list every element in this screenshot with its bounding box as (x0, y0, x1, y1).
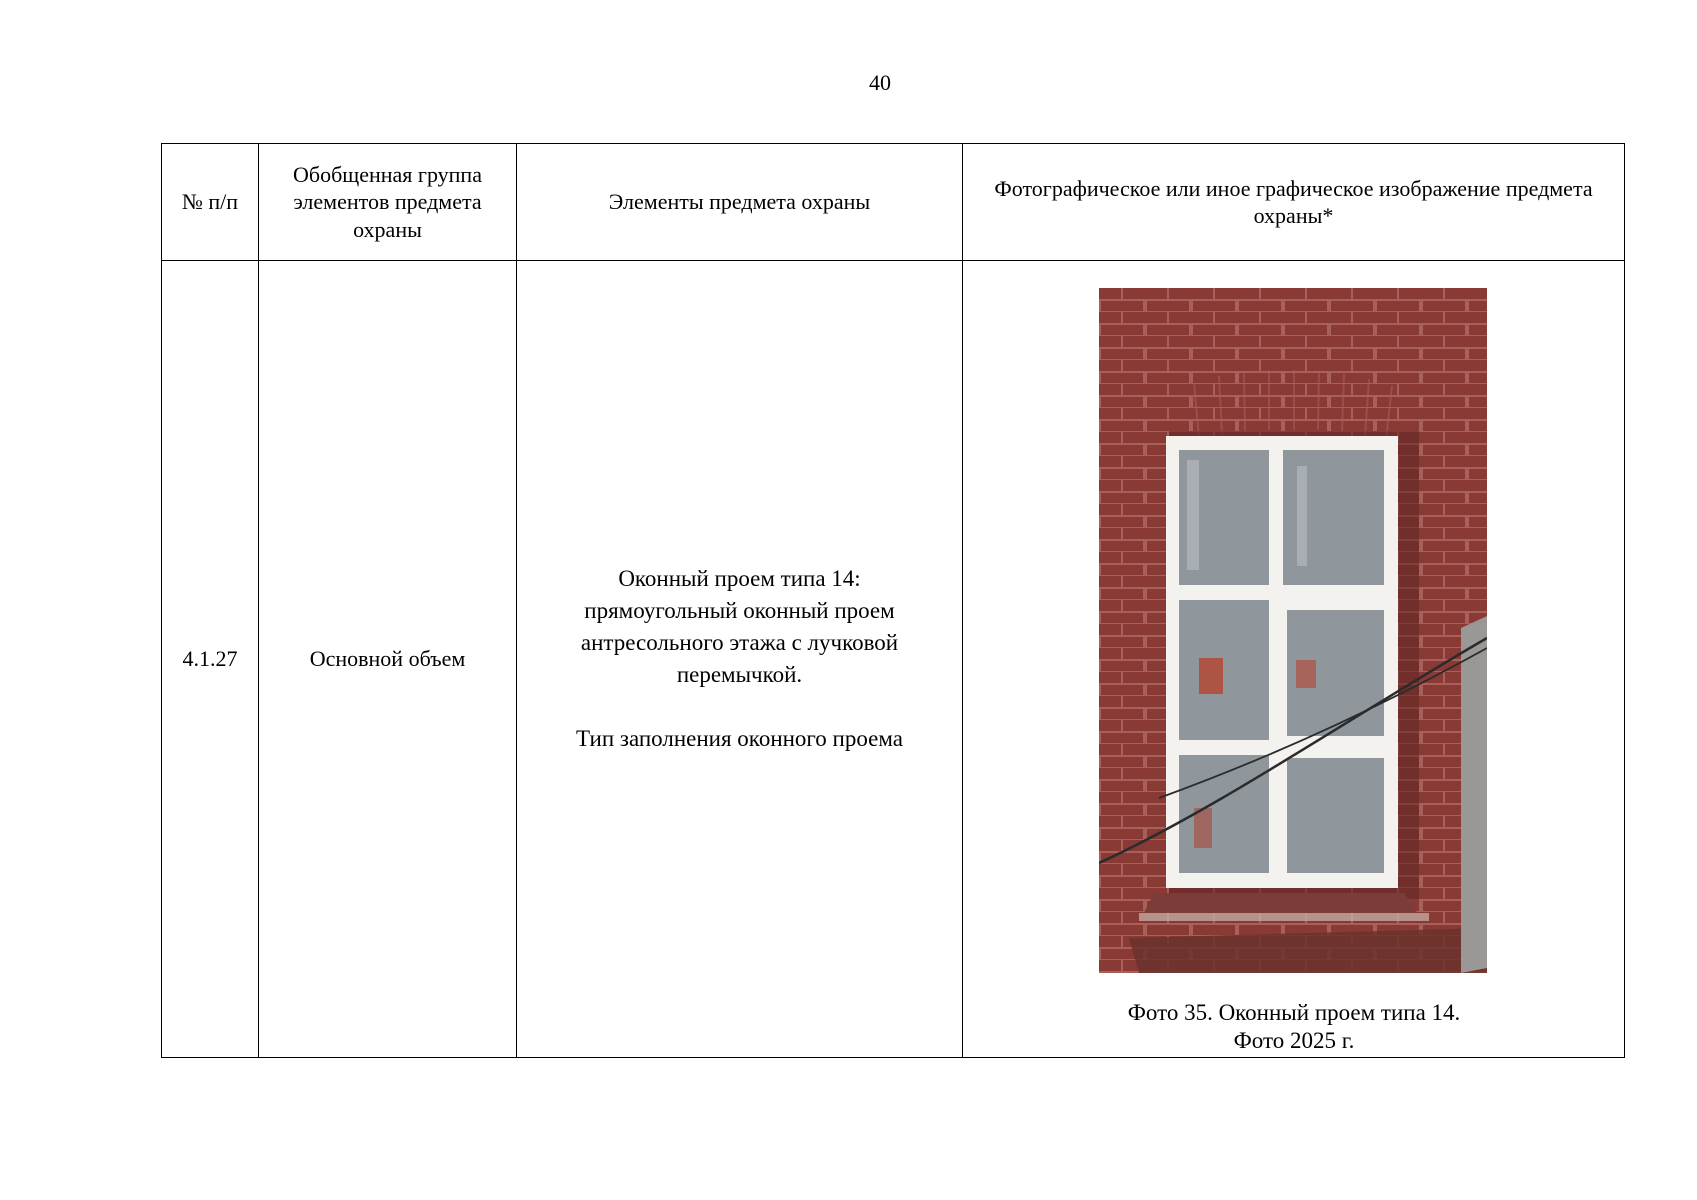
window-photo-image (1099, 288, 1487, 973)
photo-caption (963, 999, 1625, 1055)
elements-description (525, 563, 954, 755)
window-frame (1166, 436, 1398, 888)
row-elements (517, 261, 963, 1058)
elements-line: прямоугольный оконный проем (584, 598, 895, 623)
header-photo: Фотографическое или иное графическое изображение предмета охраны* (963, 144, 1625, 261)
paragraph-spacer (525, 691, 954, 723)
photo-caption-year: Фото 2025 г. (1233, 1028, 1355, 1053)
sill-edge (1139, 913, 1429, 921)
window-photo (1099, 288, 1487, 973)
row-photo (963, 261, 1625, 1058)
window-sill (1144, 893, 1417, 913)
drainpipe (1461, 616, 1487, 973)
header-elements: Элементы предмета охраны (517, 144, 963, 261)
elements-fill-type: Тип заполнения оконного проема (576, 726, 903, 751)
photo-caption-title: Фото 35. Оконный проем типа 14. (1127, 1000, 1461, 1025)
table-row (162, 261, 1625, 1058)
elements-line: перемычкой. (676, 662, 803, 687)
header-number: № п/п (162, 144, 259, 261)
page-number: 40 (869, 70, 891, 95)
table-header-row (162, 144, 1625, 261)
header-group: Обобщенная группа элементов предмета охраны (259, 144, 517, 261)
row-number: 4.1.27 (162, 261, 259, 1058)
elements-line: антресольного этажа с лучковой (580, 630, 899, 655)
row-group: Основной объем (259, 261, 517, 1058)
protection-table (161, 143, 1625, 1058)
elements-line: Оконный проем типа 14: (618, 566, 861, 591)
